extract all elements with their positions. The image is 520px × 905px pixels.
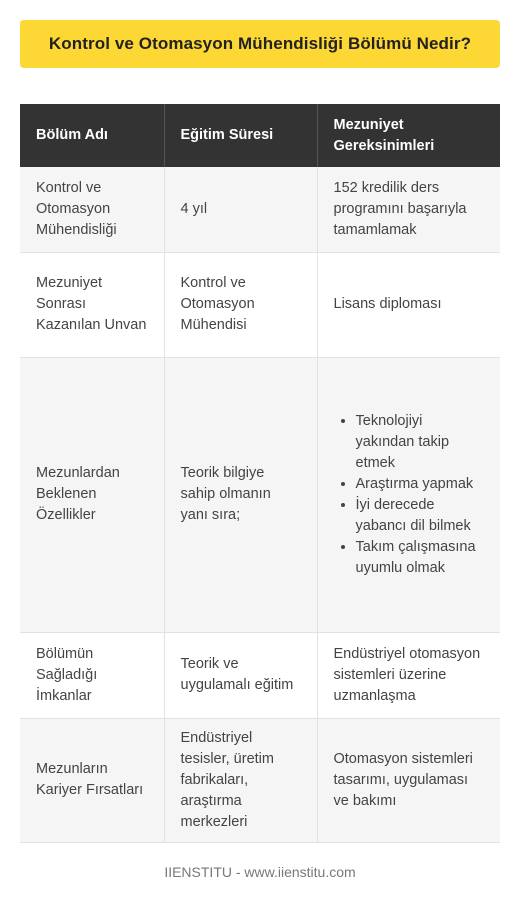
table-row: [20, 167, 500, 252]
list-item: • İyi derecede yabancı dil bilmek: [356, 495, 485, 537]
table-header-row: [20, 104, 500, 167]
table-cell: Lisans diploması: [317, 252, 500, 357]
list-item: • Teknolojiyi yakından takip etmek: [356, 411, 485, 474]
page-title: Kontrol ve Otomasyon Mühendisliği Bölümü Nedir?: [20, 20, 500, 68]
traits-list: [334, 411, 485, 579]
list-item: • Araştırma yapmak: [356, 474, 485, 495]
list-item: • Takım çalışmasına uyumlu olmak: [356, 537, 485, 579]
table-cell: Mezunların Kariyer Fırsatları: [20, 718, 164, 842]
table-cell: 4 yıl: [164, 167, 317, 252]
table-cell: Mezunlardan Beklenen Özellikler: [20, 357, 164, 632]
info-table: [20, 104, 500, 843]
table-cell: Endüstriyel otomasyon sistemleri üzerine uzmanlaşma: [317, 632, 500, 718]
table-row: [20, 252, 500, 357]
header-department-name: Bölüm Adı: [20, 104, 164, 167]
table-cell: Teorik bilgiye sahip olmanın yanı sıra;: [164, 357, 317, 632]
table-cell: Bölümün Sağladığı İmkanlar: [20, 632, 164, 718]
table-row: [20, 718, 500, 842]
header-graduation-requirements: Mezuniyet Gereksinimleri: [317, 104, 500, 167]
table-cell: [317, 357, 500, 632]
table-cell: Otomasyon sistemleri tasarımı, uygulaması ve bakımı: [317, 718, 500, 842]
footer-credit: IIENSTITU - www.iienstitu.com: [164, 864, 356, 880]
table-cell: Kontrol ve Otomasyon Mühendisliği: [20, 167, 164, 252]
table-cell: 152 kredilik ders programını başarıyla tamamlamak: [317, 167, 500, 252]
table-cell: Endüstriyel tesisler, üretim fabrikaları, araştırma merkezleri: [164, 718, 317, 842]
table-cell: Kontrol ve Otomasyon Mühendisi: [164, 252, 317, 357]
table-row: [20, 632, 500, 718]
header-education-duration: Eğitim Süresi: [164, 104, 317, 167]
table-cell: Mezuniyet Sonrası Kazanılan Unvan: [20, 252, 164, 357]
table-row: [20, 357, 500, 632]
table-cell: Teorik ve uygulamalı eğitim: [164, 632, 317, 718]
